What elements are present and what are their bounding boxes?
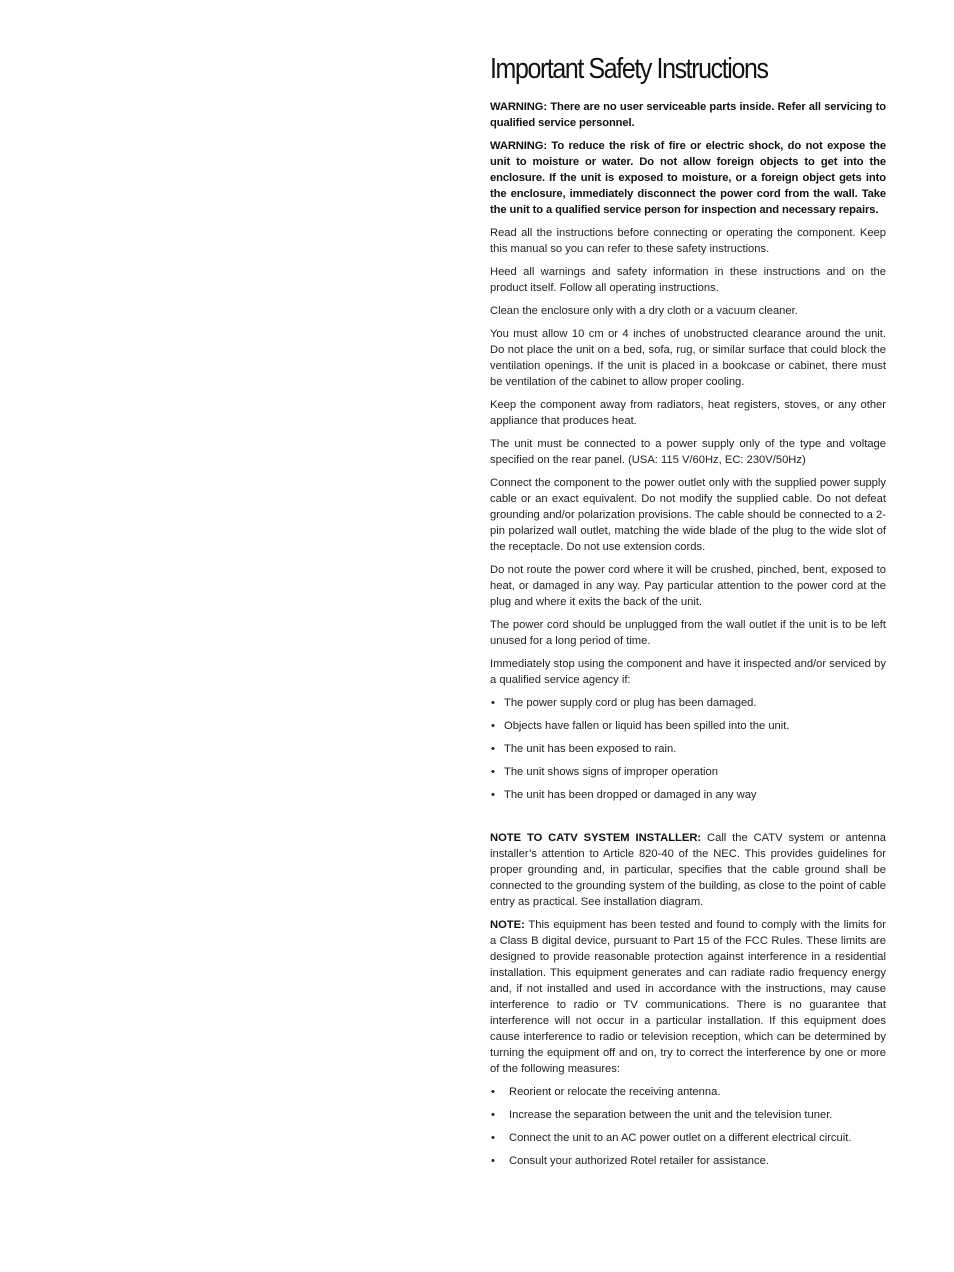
paragraph-stop-using: Immediately stop using the component and have it inspected and/or serviced by a qualified service agency if: bbox=[490, 658, 886, 686]
list-item: • The unit shows signs of improper operation bbox=[491, 766, 718, 778]
bullet-icon: • bbox=[491, 766, 495, 778]
paragraph-power-cord-route: Do not route the power cord where it will be crushed, pinched, bent, exposed to heat, or damaged in any way. Pay particular attention to the power cord at the plug and where it exits the back of the unit. bbox=[490, 564, 886, 608]
bullet-icon: • bbox=[491, 789, 495, 801]
bullet-icon: • bbox=[491, 1086, 495, 1098]
paragraph-power-cable: Connect the component to the power outlet only with the supplied power supply cable or an exact equivalent. Do not modify the supplied cable. Do not defeat grounding and/or polarization provisions. The cable should be connected to a 2-pin polarized wall outlet, matching the wide blade of the plug to the wide slot of the receptacle. Do not use extension cords. bbox=[490, 477, 886, 553]
fcc-measures-list bbox=[490, 1084, 886, 1169]
paragraph-heat: Keep the component away from radiators, heat registers, stoves, or any other appliance that produces heat. bbox=[490, 399, 886, 427]
paragraph-clearance: You must allow 10 cm or 4 inches of unobstructed clearance around the unit. Do not place the unit on a bed, sofa, rug, or similar surface that could block the ventilation openings. If the unit is placed in a bookcase or cabinet, there must be ventilation of the cabinet to allow proper cooling. bbox=[490, 328, 886, 388]
list-item: • Reorient or relocate the receiving antenna. bbox=[491, 1086, 721, 1098]
warning-shock: WARNING: To reduce the risk of fire or electric shock, do not expose the unit to moisture or water. Do not allow foreign objects to get into the enclosure. If the unit is exposed to moisture, or a foreign object gets into the enclosure, immediately disconnect the power cord from the wall. Take the unit to a qualified service person for inspection and necessary repairs. bbox=[490, 140, 886, 216]
bullet-icon: • bbox=[491, 1132, 495, 1144]
catv-note bbox=[490, 830, 886, 910]
list-item: • Increase the separation between the unit and the television tuner. bbox=[491, 1109, 833, 1121]
fcc-note-lead: NOTE: bbox=[490, 919, 525, 931]
paragraph-read-instructions: Read all the instructions before connecting or operating the component. Keep this manual so you can refer to these safety instructions. bbox=[490, 227, 886, 255]
bullet-icon: • bbox=[491, 1109, 495, 1121]
warning-service: WARNING: There are no user serviceable parts inside. Refer all servicing to qualified service personnel. bbox=[490, 101, 886, 129]
list-item: • Objects have fallen or liquid has been spilled into the unit. bbox=[491, 720, 790, 732]
paragraph-unplug: The power cord should be unplugged from the wall outlet if the unit is to be left unused for a long period of time. bbox=[490, 619, 886, 647]
fcc-note-text: This equipment has been tested and found to comply with the limits for a Class B digital device, pursuant to Part 15 of the FCC Rules. These limits are designed to provide reasonable protection against interference in a residential installation. This equipment generates and can radiate radio frequency energy and, if not installed and used in accordance with the instructions, may cause interference to radio or TV communications. There is no guarantee that interference will not occur in a particular installation. If this equipment does cause interference to radio or television reception, which can be determined by turning the equipment off and on, try to correct the interference by one or more of the following measures: bbox=[490, 919, 886, 1075]
bullet-icon: • bbox=[491, 743, 495, 755]
paragraph-heed-warnings: Heed all warnings and safety information in these instructions and on the product itself. Follow all operating instructions. bbox=[490, 266, 886, 294]
list-item: • The unit has been exposed to rain. bbox=[491, 743, 677, 755]
list-item: • Connect the unit to an AC power outlet on a different electrical circuit. bbox=[491, 1132, 852, 1144]
section-spacer bbox=[490, 810, 886, 830]
list-item: • The power supply cord or plug has been damaged. bbox=[491, 697, 757, 709]
bullet-icon: • bbox=[491, 720, 495, 732]
page-title: Important Safety Instructions bbox=[490, 53, 768, 85]
list-item: • Consult your authorized Rotel retailer for assistance. bbox=[491, 1155, 769, 1167]
catv-note-lead: NOTE TO CATV SYSTEM INSTALLER: bbox=[490, 832, 702, 844]
safety-instructions-column bbox=[490, 52, 886, 1176]
fcc-note bbox=[490, 917, 886, 1077]
paragraph-clean-enclosure: Clean the enclosure only with a dry cloth or a vacuum cleaner. bbox=[490, 305, 798, 317]
list-item: • The unit has been dropped or damaged in any way bbox=[491, 789, 757, 801]
bullet-icon: • bbox=[491, 697, 495, 709]
bullet-icon: • bbox=[491, 1155, 495, 1167]
service-conditions-list bbox=[490, 695, 886, 803]
catv-note-text: Call the CATV system or antenna installer’s attention to Article 820-40 of the NEC. This provides guidelines for proper grounding and, in particular, specifies that the cable ground shall be connected to the grounding system of the building, as close to the point of cable entry as practical. See installation diagram. bbox=[490, 832, 886, 908]
paragraph-power-supply: The unit must be connected to a power supply only of the type and voltage specified on the rear panel. (USA: 115 V/60Hz, EC: 230V/50Hz) bbox=[490, 438, 886, 466]
